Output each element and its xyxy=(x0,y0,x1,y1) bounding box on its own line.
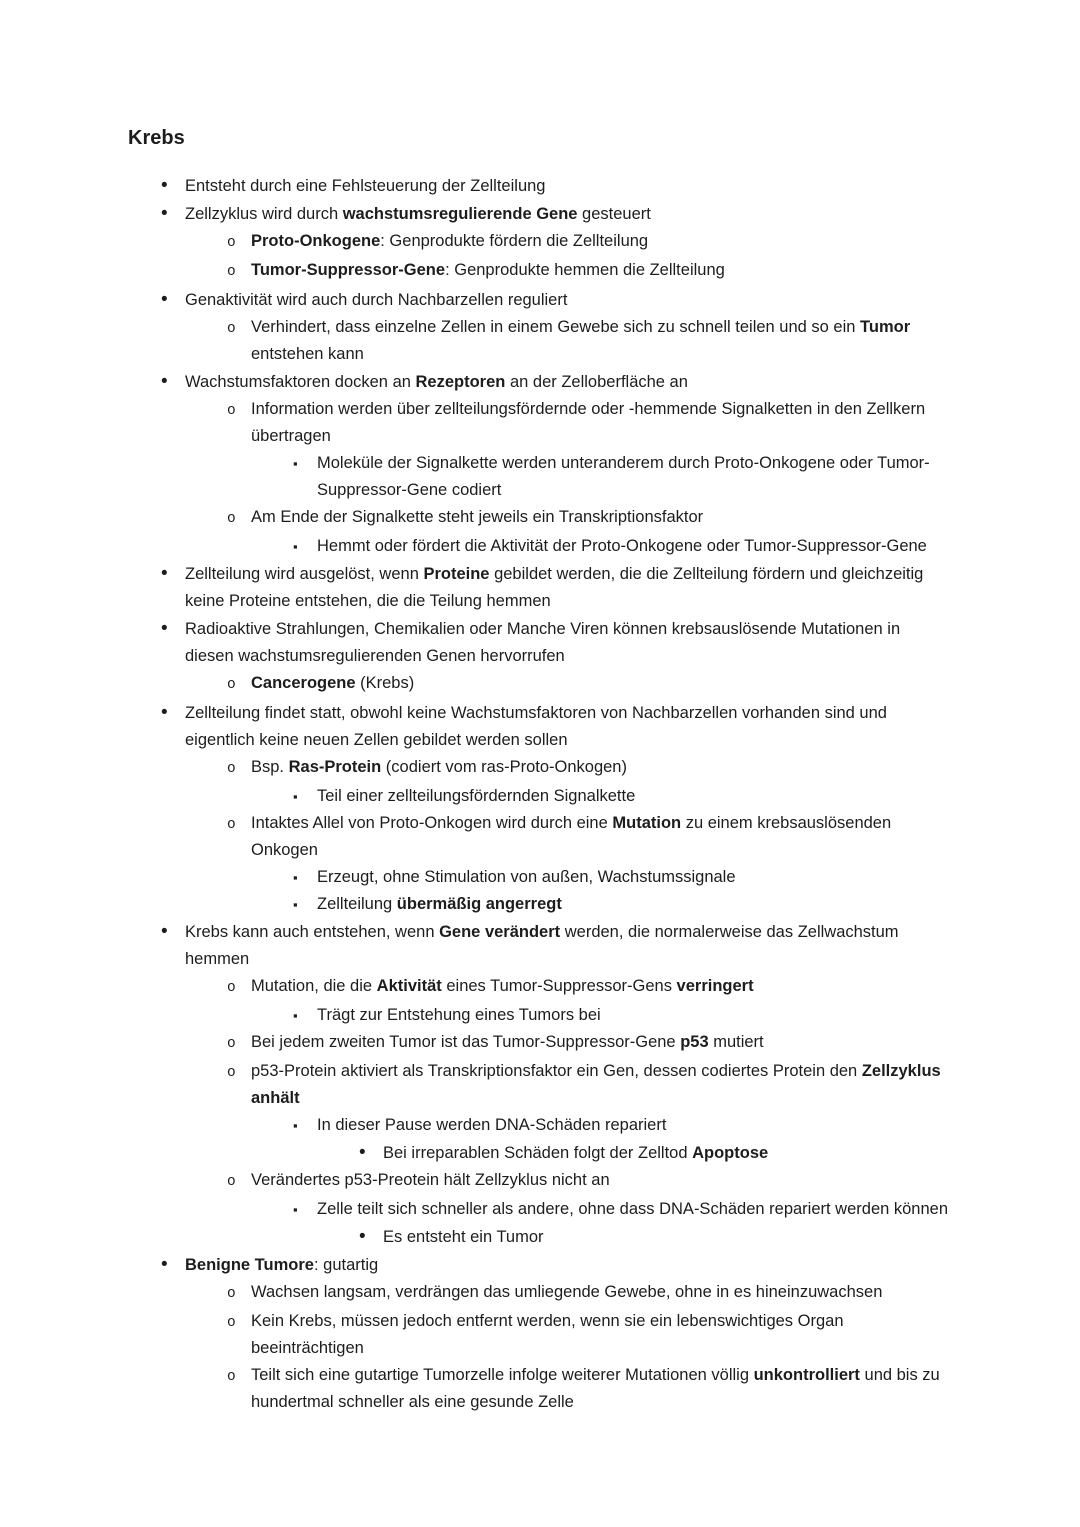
page-title: Krebs xyxy=(128,127,185,149)
bold-text-segment: Rezeptoren xyxy=(415,373,506,391)
bullet-marker-level1: • xyxy=(161,289,168,310)
list-item-text xyxy=(251,314,952,368)
list-item xyxy=(359,1139,952,1167)
text-segment: Radioaktive Strahlungen, Chemikalien oder Manche Viren können krebsauslösende Mutationen in diesen wachstumsregulierenden Genen hervorrufen xyxy=(185,620,901,665)
list-item xyxy=(161,368,952,396)
bold-text-segment: übermäßig angerregt xyxy=(396,895,562,913)
bold-text-segment: wachstumsregulierende Gene xyxy=(342,205,578,223)
list-item xyxy=(161,200,952,228)
bullet-marker-level3: ▪ xyxy=(293,1202,298,1217)
list-item-text xyxy=(251,504,952,531)
list-item xyxy=(161,699,952,754)
list-item-text xyxy=(251,1362,952,1416)
bold-text-segment: Gene verändert xyxy=(439,923,561,941)
list-item xyxy=(227,670,952,699)
bullet-marker-level4: • xyxy=(359,1226,366,1247)
text-segment: und bis zu hundertmal schneller als eine gesunde Zelle xyxy=(251,1366,940,1411)
bullet-marker-level3: ▪ xyxy=(293,456,298,471)
bullet-marker-level2: o xyxy=(227,817,236,833)
text-segment: Mutation, die die xyxy=(251,977,377,995)
bullet-marker-level1: • xyxy=(161,203,168,224)
bold-text-segment: Zellzyklus anhält xyxy=(251,1062,941,1107)
list-item-text xyxy=(251,810,952,864)
bullet-marker-level3: ▪ xyxy=(293,870,298,885)
list-item xyxy=(227,504,952,533)
bullet-marker-level2: o xyxy=(227,677,236,693)
text-segment: gebildet werden, die die Zellteilung fördern und gleichzeitig keine Proteine entstehen, die die Teilung hemmen xyxy=(185,565,924,610)
list-item-text xyxy=(185,1252,952,1279)
bullet-marker-level2: o xyxy=(227,1065,236,1081)
bullet-marker-level2: o xyxy=(227,235,236,251)
list-item xyxy=(227,1058,952,1112)
list-item-text xyxy=(251,396,952,450)
text-segment: In dieser Pause werden DNA-Schäden repariert xyxy=(317,1116,667,1134)
bold-text-segment: Tumor xyxy=(860,318,911,336)
list-item-text xyxy=(251,670,952,697)
list-item-text xyxy=(185,700,952,754)
list-item xyxy=(293,533,952,560)
list-item xyxy=(227,1029,952,1058)
list-item-text xyxy=(251,1308,952,1362)
list-item-text xyxy=(185,173,952,200)
text-segment: Information werden über zellteilungsfördernde oder -hemmende Signalketten in den Zellkern übertragen xyxy=(251,400,926,445)
bullet-marker-level3: ▪ xyxy=(293,1118,298,1133)
bullet-marker-level1: • xyxy=(161,563,168,584)
list-item xyxy=(293,450,952,504)
bullet-marker-level2: o xyxy=(227,980,236,996)
bullet-marker-level3: ▪ xyxy=(293,1008,298,1023)
text-segment: : gutartig xyxy=(313,1256,379,1274)
list-item xyxy=(293,1002,952,1029)
list-item-text xyxy=(185,561,952,615)
bold-text-segment: Aktivität xyxy=(376,977,442,995)
text-segment: : Genprodukte fördern die Zellteilung xyxy=(380,232,649,250)
list-item-text xyxy=(185,919,952,973)
bullet-marker-level2: o xyxy=(227,1174,236,1190)
bullet-marker-level2: o xyxy=(227,1286,236,1302)
list-item xyxy=(227,1308,952,1362)
bullet-marker-level4: • xyxy=(359,1142,366,1163)
text-segment: Bei jedem zweiten Tumor ist das Tumor-Suppressor-Gene xyxy=(251,1033,681,1051)
text-segment: Zellteilung xyxy=(317,895,397,913)
text-segment: werden, die normalerweise das Zellwachstum hemmen xyxy=(185,923,899,968)
bold-text-segment: Proto-Onkogene xyxy=(251,232,381,250)
text-segment: Es entsteht ein Tumor xyxy=(383,1228,544,1246)
list-item xyxy=(227,228,952,257)
text-segment: Zellteilung findet statt, obwohl keine Wachstumsfaktoren von Nachbarzellen vorhanden sind und eigentlich keine neuen Zellen gebildet werden sollen xyxy=(185,704,887,749)
list-item xyxy=(293,864,952,891)
text-segment: Trägt zur Entstehung eines Tumors bei xyxy=(317,1006,601,1024)
text-segment: zu einem krebsauslösenden Onkogen xyxy=(251,814,892,859)
list-item-text xyxy=(251,973,952,1000)
list-item xyxy=(227,1362,952,1416)
list-item-text xyxy=(251,1279,952,1306)
text-segment: Wachstumsfaktoren docken an xyxy=(185,373,416,391)
list-item-text xyxy=(317,1002,952,1029)
list-item-text xyxy=(185,369,952,396)
bullet-marker-level2: o xyxy=(227,761,236,777)
bullet-marker-level2: o xyxy=(227,1369,236,1385)
list-item xyxy=(161,1251,952,1279)
text-segment: Moleküle der Signalkette werden unteranderem durch Proto-Onkogene oder Tumor-Suppressor-Gene codiert xyxy=(317,454,930,499)
list-item xyxy=(293,1112,952,1139)
bold-text-segment: p53 xyxy=(680,1033,709,1051)
bullet-marker-level1: • xyxy=(161,921,168,942)
text-segment: Hemmt oder fördert die Aktivität der Proto-Onkogene oder Tumor-Suppressor-Gene xyxy=(317,537,927,555)
list-item-text xyxy=(185,201,952,228)
bold-text-segment: Benigne Tumore xyxy=(185,1256,314,1274)
text-segment: Teilt sich eine gutartige Tumorzelle infolge weiterer Mutationen völlig xyxy=(251,1366,754,1384)
text-segment: Kein Krebs, müssen jedoch entfernt werden, wenn sie ein lebenswichtiges Organ beeinträchtigen xyxy=(251,1312,844,1357)
text-segment: Bsp. xyxy=(251,758,289,776)
text-segment: Intaktes Allel von Proto-Onkogen wird durch eine xyxy=(251,814,613,832)
list-item-text xyxy=(317,891,952,918)
bullet-marker-level1: • xyxy=(161,618,168,639)
bullet-marker-level3: ▪ xyxy=(293,789,298,804)
bullet-marker-level2: o xyxy=(227,1036,236,1052)
text-segment: Verhindert, dass einzelne Zellen in einem Gewebe sich zu schnell teilen und so ein xyxy=(251,318,861,336)
bullet-marker-level2: o xyxy=(227,403,236,419)
text-segment: gesteuert xyxy=(577,205,651,223)
text-segment: Krebs kann auch entstehen, wenn xyxy=(185,923,440,941)
list-item-text xyxy=(317,783,952,810)
list-item-text xyxy=(251,257,952,284)
list-item xyxy=(227,1167,952,1196)
bullet-marker-level2: o xyxy=(227,511,236,527)
bullet-marker-level1: • xyxy=(161,702,168,723)
text-segment: (codiert vom ras-Proto-Onkogen) xyxy=(381,758,627,776)
bullet-marker-level1: • xyxy=(161,175,168,196)
bold-text-segment: Ras-Protein xyxy=(288,758,382,776)
text-segment: entstehen kann xyxy=(251,345,364,363)
bullet-marker-level2: o xyxy=(227,321,236,337)
list-item-text xyxy=(383,1224,952,1251)
text-segment: eines Tumor-Suppressor-Gens xyxy=(441,977,677,995)
bold-text-segment: Cancerogene xyxy=(251,674,356,692)
list-item xyxy=(227,1279,952,1308)
bold-text-segment: Tumor-Suppressor-Gene xyxy=(251,261,446,279)
list-item xyxy=(161,615,952,670)
list-item xyxy=(161,286,952,314)
text-segment: Wachsen langsam, verdrängen das umliegende Gewebe, ohne in es hineinzuwachsen xyxy=(251,1283,883,1301)
text-segment: (Krebs) xyxy=(355,674,415,692)
text-segment: an der Zelloberfläche an xyxy=(505,373,688,391)
list-item-text xyxy=(317,450,952,504)
list-item xyxy=(293,783,952,810)
text-segment: Erzeugt, ohne Stimulation von außen, Wachstumssignale xyxy=(317,868,736,886)
list-item-text xyxy=(317,1196,952,1223)
bold-text-segment: Proteine xyxy=(423,565,490,583)
list-item xyxy=(161,560,952,615)
text-segment: Am Ende der Signalkette steht jeweils ein Transkriptionsfaktor xyxy=(251,508,704,526)
text-segment: Entsteht durch eine Fehlsteuerung der Zellteilung xyxy=(185,177,546,195)
bold-text-segment: Mutation xyxy=(612,814,682,832)
bold-text-segment: Apoptose xyxy=(692,1144,769,1162)
list-item-text xyxy=(317,864,952,891)
bold-text-segment: verringert xyxy=(676,977,754,995)
list-item-text xyxy=(251,1029,952,1056)
text-segment: Zellteilung wird ausgelöst, wenn xyxy=(185,565,424,583)
list-item-text xyxy=(251,1167,952,1194)
list-item xyxy=(227,257,952,286)
text-segment: Genaktivität wird auch durch Nachbarzellen reguliert xyxy=(185,291,568,309)
bullet-marker-level3: ▪ xyxy=(293,897,298,912)
bold-text-segment: unkontrolliert xyxy=(753,1366,860,1384)
list-item xyxy=(293,891,952,918)
list-item xyxy=(227,810,952,864)
text-segment: Zellzyklus wird durch xyxy=(185,205,343,223)
bullet-marker-level1: • xyxy=(161,1254,168,1275)
list-item-text xyxy=(251,228,952,255)
bullet-marker-level2: o xyxy=(227,264,236,280)
list-item xyxy=(227,973,952,1002)
list-item xyxy=(227,314,952,368)
list-item xyxy=(293,1196,952,1223)
list-item xyxy=(161,918,952,973)
bullet-marker-level1: • xyxy=(161,371,168,392)
bullet-marker-level2: o xyxy=(227,1315,236,1331)
list-item-text xyxy=(317,533,952,560)
bullet-list xyxy=(128,172,952,1416)
text-segment: Teil einer zellteilungsfördernden Signalkette xyxy=(317,787,636,805)
bullet-marker-level3: ▪ xyxy=(293,539,298,554)
text-segment: Bei irreparablen Schäden folgt der Zelltod xyxy=(383,1144,693,1162)
list-item-text xyxy=(185,616,952,670)
list-item xyxy=(227,754,952,783)
list-item-text xyxy=(251,754,952,781)
list-item-text xyxy=(383,1140,952,1167)
text-segment: Zelle teilt sich schneller als andere, ohne dass DNA-Schäden repariert werden können xyxy=(317,1200,949,1218)
list-item-text xyxy=(251,1058,952,1112)
list-item xyxy=(227,396,952,450)
list-item xyxy=(161,172,952,200)
text-segment: Verändertes p53-Preotein hält Zellzyklus nicht an xyxy=(251,1171,610,1189)
list-item-text xyxy=(317,1112,952,1139)
list-item xyxy=(359,1223,952,1251)
text-segment: : Genprodukte hemmen die Zellteilung xyxy=(445,261,725,279)
text-segment: mutiert xyxy=(708,1033,764,1051)
text-segment: p53-Protein aktiviert als Transkriptionsfaktor ein Gen, dessen codiertes Protein den xyxy=(251,1062,862,1080)
list-item-text xyxy=(185,287,952,314)
